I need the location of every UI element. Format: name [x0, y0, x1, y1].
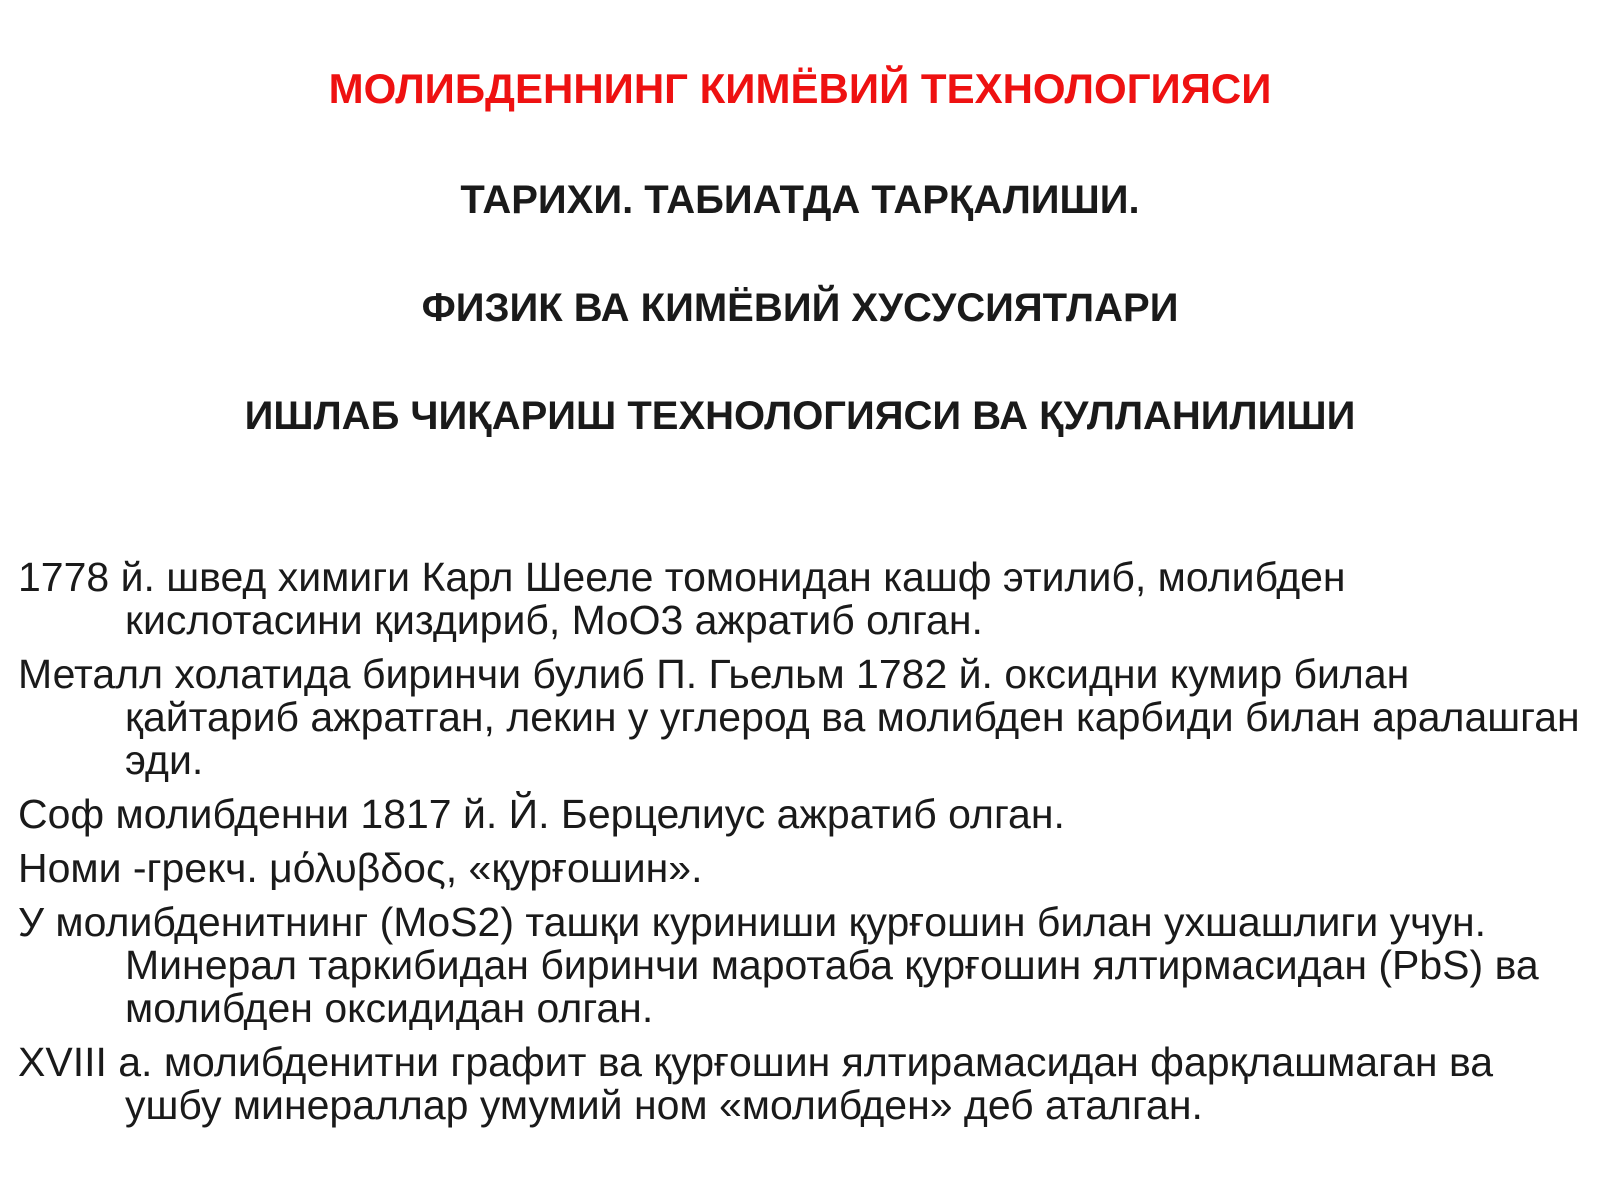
paragraph-pure-molybdenum: Соф молибденни 1817 й. Й. Берцелиус ажратиб олган. — [18, 791, 1065, 837]
heading-history: ТАРИХИ. ТАБИАТДА ТАРҚАЛИШИ. — [460, 178, 1140, 222]
body-text — [18, 556, 1584, 1138]
paragraph-discovery: 1778 й. швед химиги Карл Шееле томонидан кашф этилиб, молибден кислотасини қиздириб, MoO3 ажратиб олган. — [18, 554, 1346, 643]
slide-title: МОЛИБДЕННИНГ КИМЁВИЙ ТЕХНОЛОГИЯСИ — [328, 65, 1272, 112]
paragraph-xviii-century: XVIII а. молибденитни графит ва қурғошин ялтирамасидан фарқлашмаган ва ушбу минераллар умумий ном «молибден» деб аталган. — [18, 1039, 1494, 1128]
paragraph-metal-state: Металл холатида биринчи булиб П. Гьельм 1782 й. оксидни кумир билан қайтариб ажратган, лекин у углерод ва молибден карбиди билан аралашган эди. — [18, 651, 1580, 783]
paragraph-name-origin: Номи -грекч. μόλυβδος, «қурғошин». — [18, 845, 703, 891]
heading-properties: ФИЗИК ВА КИМЁВИЙ ХУСУСИЯТЛАРИ — [421, 286, 1179, 330]
paragraph-molybdenite: У молибденитнинг (MoS2) ташқи куриниши қурғошин билан ухшашлиги учун. Минерал таркибидан биринчи маротаба қурғошин ялтирмасидан (PbS) ва молибден оксидидан олган. — [18, 899, 1539, 1031]
heading-production: ИШЛАБ ЧИҚАРИШ ТЕХНОЛОГИЯСИ ВА ҚУЛЛАНИЛИШИ — [244, 394, 1356, 438]
